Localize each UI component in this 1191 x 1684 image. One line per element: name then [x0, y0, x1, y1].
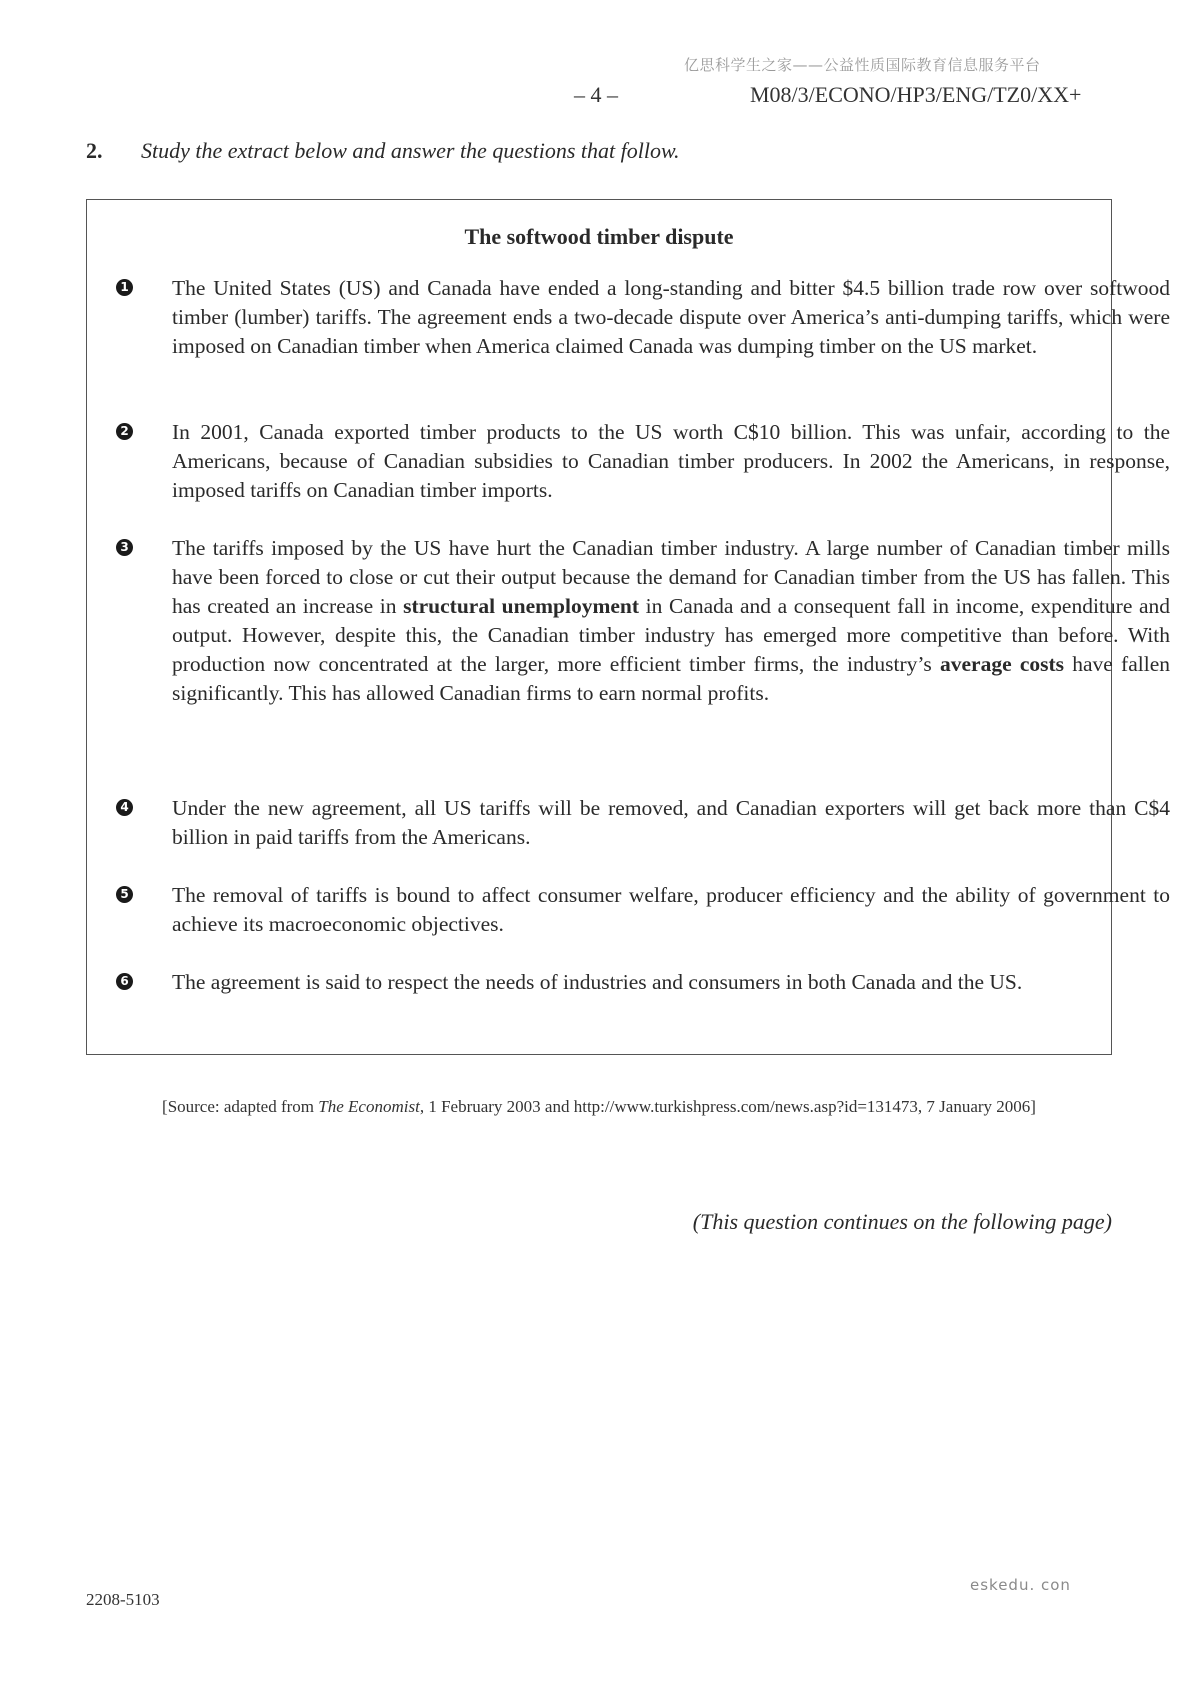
document-id: 2208-5103 [86, 1590, 160, 1609]
paragraph-marker: 4 [116, 799, 133, 816]
paragraph-marker: 3 [116, 539, 133, 556]
paragraph-text: The agreement is said to respect the needs of industries and consumers in both Canada and the US. [172, 970, 1023, 994]
footer-watermark: eskedu. con [970, 1576, 1071, 1594]
term-average-costs: average costs [940, 652, 1065, 676]
header-watermark: 亿思科学生之家——公益性质国际教育信息服务平台 [684, 56, 1041, 74]
extract-title: The softwood timber dispute [464, 224, 734, 249]
paragraph-marker: 5 [116, 886, 133, 903]
continues-note: (This question continues on the following page) [692, 1209, 1112, 1234]
paragraph-text: Under the new agreement, all US tariffs will be removed, and Canadian exporters will get back more than C$4 billion in paid tariffs from the Americans. [172, 796, 1170, 849]
source-publication: The Economist [318, 1097, 420, 1116]
paragraph-text-part: The tariffs imposed by the US have hurt the Canadian timber industry. A large number of Canadian timber mills have been forced to close or cut their output because the demand for Canadian timber from the US has fallen. This has created an increase in [172, 536, 1170, 618]
source-suffix: , 1 February 2003 and http://www.turkishpress.com/news.asp?id=131473, 7 January 2006] [419, 1097, 1036, 1116]
extract-box [86, 199, 1170, 1055]
question-instruction: Study the extract below and answer the questions that follow. [141, 138, 680, 163]
paragraph-marker: 1 [116, 279, 133, 296]
source-citation [86, 1097, 1112, 1117]
paragraph-text: The United States (US) and Canada have ended a long-standing and bitter $4.5 billion trade row over softwood timber (lumber) tariffs. The agreement ends a two-decade dispute over America’s anti-dumping tariffs, which were imposed on Canadian timber when America claimed Canada was dumping timber on the US market. [172, 276, 1170, 358]
paragraph-text [172, 534, 1170, 708]
source-prefix: [Source: adapted from [162, 1097, 315, 1116]
question-number: 2. [86, 138, 103, 163]
paragraph-text: The removal of tariffs is bound to affect consumer welfare, producer efficiency and the ability of government to achieve its macroeconomic objectives. [172, 883, 1170, 936]
paragraph-text: In 2001, Canada exported timber products to the US worth C$10 billion. This was unfair, according to the Americans, because of Canadian subsidies to Canadian timber producers. In 2002 the Americans, in response, imposed tariffs on Canadian timber imports. [172, 420, 1170, 502]
paragraph-text-part: in Canada and a consequent fall in income, expenditure and output. However, despite this, the Canadian timber industry has emerged more competitive than before. With production now concentrated at the larger, more efficient timber firms, the industry’s [172, 594, 1170, 676]
paragraph-text-part: have fallen significantly. This has allowed Canadian firms to earn normal profits. [172, 652, 1170, 705]
paragraph-marker: 6 [116, 973, 133, 990]
paragraph-marker: 2 [116, 423, 133, 440]
page-number: – 4 – [574, 82, 618, 107]
paper-code: M08/3/ECONO/HP3/ENG/TZ0/XX+ [750, 82, 1082, 107]
term-structural-unemployment: structural unemployment [403, 594, 640, 618]
